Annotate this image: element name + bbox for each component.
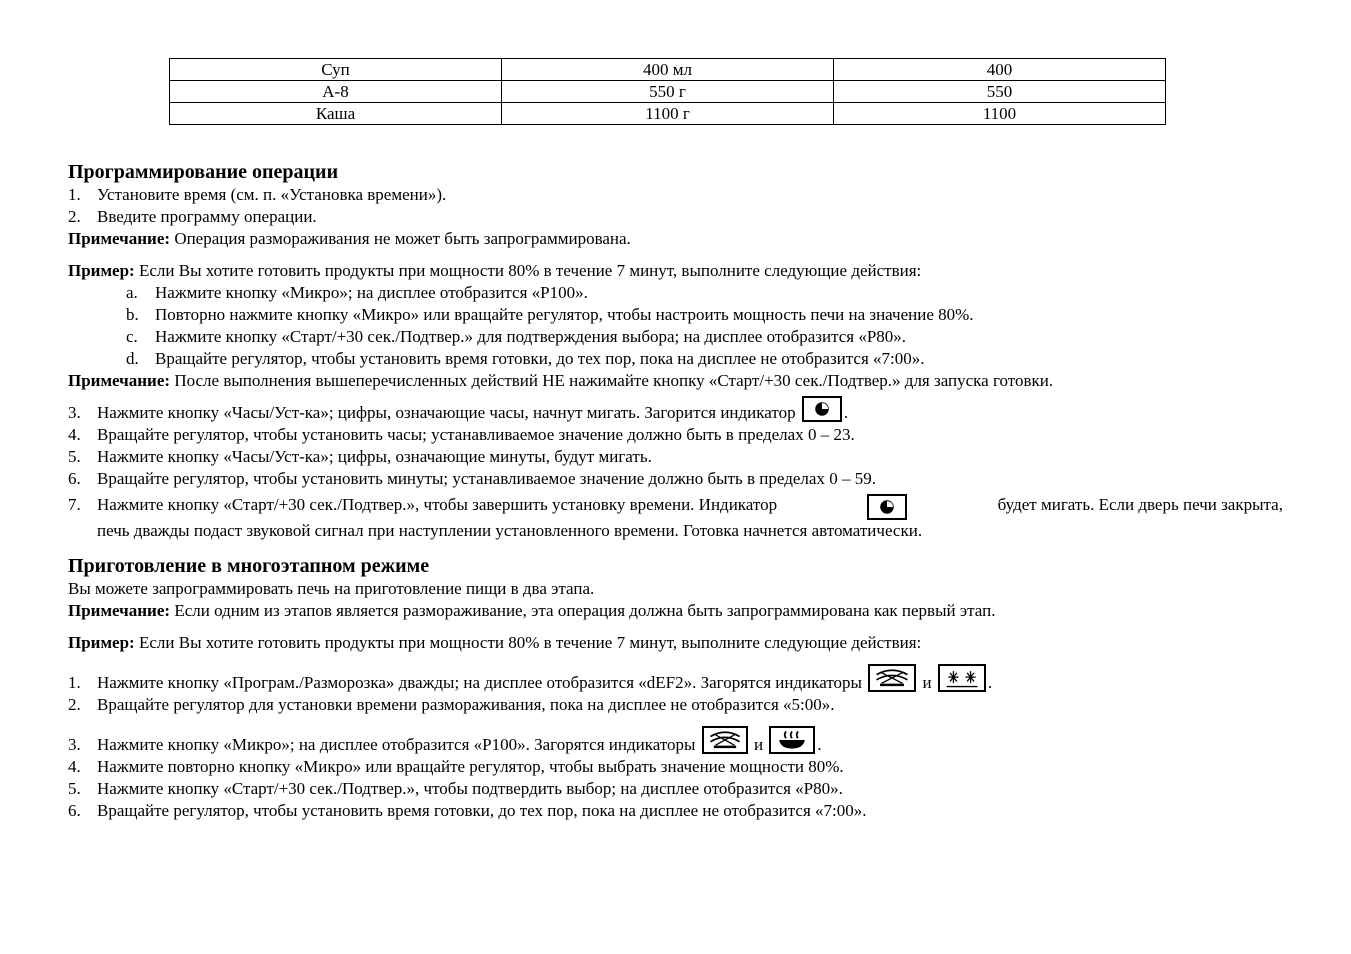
note: Примечание: Если одним из этапов является размораживание, эта операция должна быть запрограммирована как первый этап.	[68, 601, 996, 620]
microwave-waves-icon	[702, 726, 748, 754]
note: Примечание: После выполнения вышеперечисленных действий НЕ нажимайте кнопку «Старт/+30 сек./Подтвер.» для запуска готовки.	[68, 371, 1054, 390]
table-cell: 1100 г	[502, 103, 834, 125]
list-item: 7. Нажмите кнопку «Старт/+30 сек./Подтвер.», чтобы завершить установку времени. Индикатор будет мигать. Если дверь печи закрыта, печь дважды подаст звуковой сигнал при наступлении установленного времени. Готовка начнется автоматически.	[68, 495, 1283, 540]
example: Пример: Если Вы хотите готовить продукты при мощности 80% в течение 7 минут, выполните следующие действия:	[68, 261, 922, 280]
list-item: a. Нажмите кнопку «Микро»; на дисплее отобразится «P100».	[126, 283, 588, 302]
list-item: 4. Нажмите повторно кнопку «Микро» или вращайте регулятор, чтобы выбрать значение мощности 80%.	[68, 757, 844, 776]
table-cell: А-8	[170, 81, 502, 103]
example: Пример: Если Вы хотите готовить продукты при мощности 80% в течение 7 минут, выполните следующие действия:	[68, 633, 922, 652]
clock-indicator-icon	[867, 494, 907, 520]
food-weight-table	[169, 58, 1166, 125]
list-item: 3. Нажмите кнопку «Часы/Уст-ка»; цифры, означающие часы, начнут мигать. Загорится индикатор .	[68, 396, 1283, 424]
defrost-snowflake-icon	[938, 664, 986, 692]
table-cell: 400	[834, 59, 1166, 81]
list-item: 1. Нажмите кнопку «Програм./Разморозка» дважды; на дисплее отобразится «dEF2». Загорятся индикаторы и .	[68, 664, 1283, 694]
table-cell: 1100	[834, 103, 1166, 125]
list-item: 5. Нажмите кнопку «Старт/+30 сек./Подтвер.», чтобы подтвердить выбор; на дисплее отобразится «P80».	[68, 779, 843, 798]
table-row	[170, 81, 1166, 103]
table-row	[170, 59, 1166, 81]
list-item: 6. Вращайте регулятор, чтобы установить время готовки, до тех пор, пока на дисплее не отобразится «7:00».	[68, 801, 867, 820]
table-cell: Каша	[170, 103, 502, 125]
list-item: 5. Нажмите кнопку «Часы/Уст-ка»; цифры, означающие минуты, будут мигать.	[68, 447, 652, 466]
list-item: 2. Введите программу операции.	[68, 207, 317, 226]
list-item: d. Вращайте регулятор, чтобы установить время готовки, до тех пор, пока на дисплее не отобразится «7:00».	[126, 349, 925, 368]
note: Примечание: Операция размораживания не может быть запрограммирована.	[68, 229, 631, 248]
list-item: 3. Нажмите кнопку «Микро»; на дисплее отобразится «P100». Загорятся индикаторы и .	[68, 726, 1283, 756]
microwave-waves-icon	[868, 664, 916, 692]
document-body	[68, 160, 1283, 822]
section-title-programming: Программирование операции	[68, 161, 339, 183]
clock-indicator-icon	[802, 396, 842, 422]
list-item: 6. Вращайте регулятор, чтобы установить минуты; устанавливаемое значение должно быть в пределах 0 – 59.	[68, 469, 876, 488]
list-item: c. Нажмите кнопку «Старт/+30 сек./Подтвер.» для подтверждения выбора; на дисплее отобразится «P80».	[126, 327, 907, 346]
table-cell: 550 г	[502, 81, 834, 103]
table-row	[170, 103, 1166, 125]
micro-cooking-icon	[769, 726, 815, 754]
table-cell: Суп	[170, 59, 502, 81]
section-title-multistage: Приготовление в многоэтапном режиме	[68, 555, 430, 577]
list-item: b. Повторно нажмите кнопку «Микро» или вращайте регулятор, чтобы настроить мощность печи на значение 80%.	[126, 305, 974, 324]
list-item: 4. Вращайте регулятор, чтобы установить часы; устанавливаемое значение должно быть в пределах 0 – 23.	[68, 425, 855, 444]
list-item: 2. Вращайте регулятор для установки времени размораживания, пока на дисплее не отобразится «5:00».	[68, 695, 835, 714]
table-cell: 400 мл	[502, 59, 834, 81]
table-cell: 550	[834, 81, 1166, 103]
list-item: 1. Установите время (см. п. «Установка времени»).	[68, 185, 447, 204]
intro-text: Вы можете запрограммировать печь на приготовление пищи в два этапа.	[68, 579, 595, 598]
